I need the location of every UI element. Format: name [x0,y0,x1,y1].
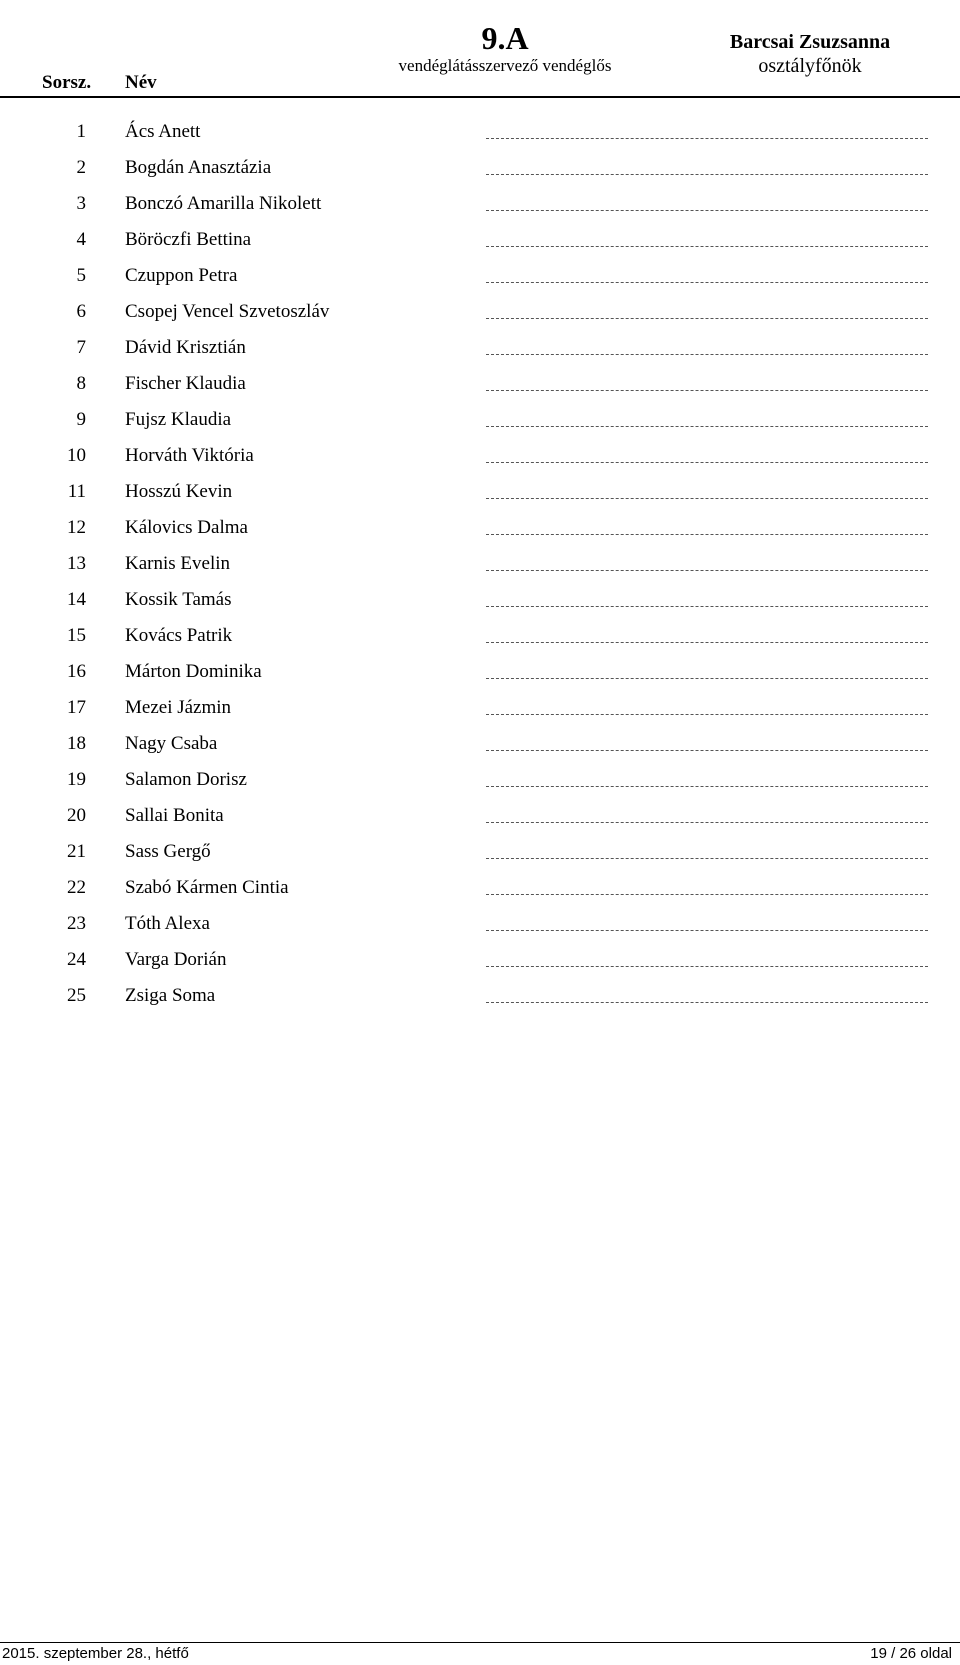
student-number: 17 [67,697,86,718]
table-row [0,654,960,690]
student-name: Szabó Kármen Cintia [125,877,289,898]
table-row [0,366,960,402]
table-row [0,546,960,582]
column-header-number: Sorsz. [42,72,92,93]
student-number: 24 [67,949,86,970]
table-row [0,294,960,330]
student-name: Hosszú Kevin [125,481,233,502]
student-number: 2 [76,157,86,178]
table-row [0,186,960,222]
signature-line [486,930,928,931]
table-row [0,978,960,1014]
student-name: Kossik Tamás [125,589,232,610]
table-row [0,906,960,942]
student-number: 16 [67,661,86,682]
signature-line [486,426,928,427]
footer-divider [0,1642,960,1643]
student-number: 20 [67,805,86,826]
student-number: 12 [67,517,86,538]
signature-line [486,462,928,463]
table-row [0,618,960,654]
footer-date: 2015. szeptember 28., hétfő [2,1645,189,1662]
table-row [0,690,960,726]
student-name: Salamon Dorisz [125,769,247,790]
student-number: 4 [76,229,86,250]
table-row [0,762,960,798]
table-row [0,438,960,474]
signature-line [486,786,928,787]
student-number: 19 [67,769,86,790]
student-name: Czuppon Petra [125,265,238,286]
teacher-name: Barcsai Zsuzsanna [729,31,891,53]
table-row [0,870,960,906]
student-name: Karnis Evelin [125,553,231,574]
signature-line [486,750,928,751]
header-divider [0,96,960,98]
student-name: Sass Gergő [125,841,211,862]
signature-line [486,714,928,715]
student-number: 9 [76,409,86,430]
signature-line [486,138,928,139]
student-name: Csopej Vencel Szvetoszláv [125,301,330,322]
student-name: Ács Anett [125,121,201,142]
table-row [0,942,960,978]
signature-line [486,534,928,535]
student-number: 15 [67,625,86,646]
signature-line [486,354,928,355]
student-number: 5 [76,265,86,286]
table-row [0,402,960,438]
student-number: 1 [76,121,86,142]
signature-line [486,1002,928,1003]
table-row [0,510,960,546]
student-name: Márton Dominika [125,661,262,682]
signature-line [486,498,928,499]
student-number: 6 [76,301,86,322]
student-number: 11 [67,481,86,502]
signature-line [486,282,928,283]
student-number: 3 [76,193,86,214]
signature-line [486,858,928,859]
table-row [0,798,960,834]
student-name: Kovács Patrik [125,625,233,646]
student-name: Mezei Jázmin [125,697,232,718]
signature-line [486,678,928,679]
student-number: 25 [67,985,86,1006]
signature-line [486,210,928,211]
student-number: 14 [67,589,86,610]
student-number: 18 [67,733,86,754]
table-row [0,474,960,510]
class-title: 9.A [481,20,529,56]
table-row [0,258,960,294]
signature-line [486,642,928,643]
student-number: 7 [76,337,86,358]
signature-line [486,318,928,319]
signature-line [486,246,928,247]
class-subtitle: vendéglátásszervező vendéglős [398,56,612,75]
student-number: 21 [67,841,86,862]
table-row [0,150,960,186]
student-number: 23 [67,913,86,934]
student-name: Dávid Krisztián [125,337,246,358]
table-row [0,330,960,366]
signature-line [486,570,928,571]
student-name: Horváth Viktória [125,445,254,466]
student-name: Böröczfi Bettina [125,229,252,250]
student-name: Sallai Bonita [125,805,224,826]
student-roster [0,114,960,1014]
student-name: Bonczó Amarilla Nikolett [125,193,322,214]
student-name: Zsiga Soma [125,985,216,1006]
table-row [0,726,960,762]
student-number: 8 [76,373,86,394]
student-name: Nagy Csaba [125,733,218,754]
signature-line [486,894,928,895]
table-row [0,834,960,870]
signature-line [486,390,928,391]
student-name: Tóth Alexa [125,913,210,934]
page-header [0,0,960,100]
column-header-name: Név [125,72,157,93]
teacher-role: osztályfőnök [758,55,862,77]
student-name: Fujsz Klaudia [125,409,232,430]
student-name: Varga Dorián [125,949,227,970]
student-name: Fischer Klaudia [125,373,246,394]
student-number: 22 [67,877,86,898]
footer-page-number: 19 / 26 oldal [870,1645,952,1662]
student-name: Bogdán Anasztázia [125,157,272,178]
student-number: 10 [67,445,86,466]
signature-line [486,822,928,823]
signature-line [486,966,928,967]
table-row [0,582,960,618]
table-row [0,114,960,150]
signature-line [486,606,928,607]
table-row [0,222,960,258]
student-name: Kálovics Dalma [125,517,248,538]
student-number: 13 [67,553,86,574]
signature-line [486,174,928,175]
